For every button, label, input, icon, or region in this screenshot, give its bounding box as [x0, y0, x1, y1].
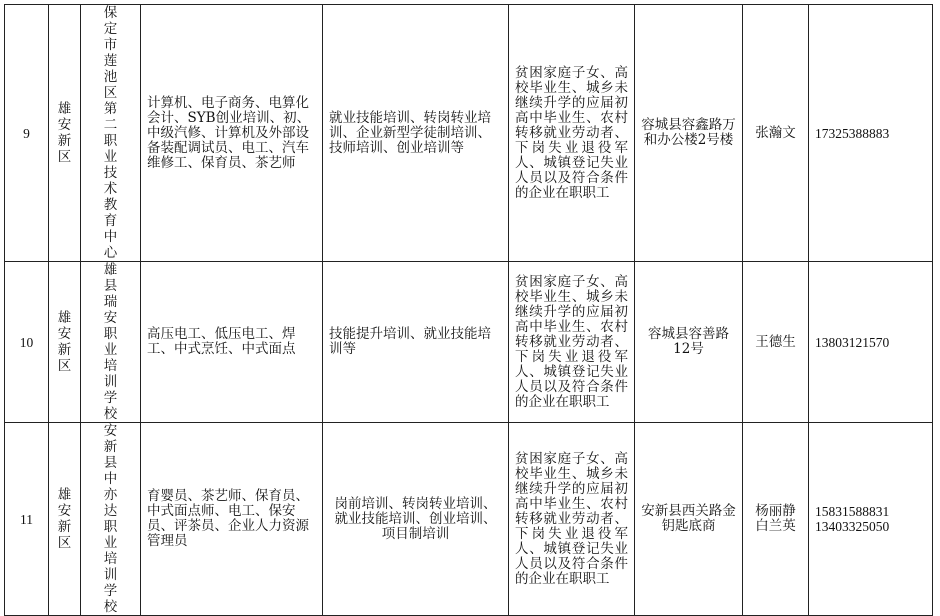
phone-number-secondary: 13403325050 — [815, 519, 890, 534]
region-cell: 雄安新区 — [49, 262, 81, 423]
training-majors: 育婴员、茶艺师、保育员、中式面点师、电工、保安员、评茶员、企业人力资源管理员 — [141, 423, 323, 616]
row-number: 10 — [5, 262, 49, 423]
address: 容城县容善路12号 — [635, 262, 743, 423]
institution-name: 安新县中亦达职业培训学校 — [81, 423, 141, 616]
training-types: 技能提升培训、就业技能培训等 — [323, 262, 509, 423]
phone-cell — [809, 5, 933, 262]
training-institutions-table — [4, 4, 933, 616]
target-groups: 贫困家庭子女、高校毕业生、城乡未继续升学的应届初高中毕业生、农村转移就业劳动者、下岗失业退役军人、城镇登记失业人员以及符合条件的企业在职职工 — [509, 423, 635, 616]
address: 安新县西关路金钥匙底商 — [635, 423, 743, 616]
phone-number: 15831588831 — [815, 504, 890, 519]
training-types: 就业技能培训、转岗转业培训、企业新型学徒制培训、技师培训、创业培训等 — [323, 5, 509, 262]
institution-name: 保定市莲池区第二职业技术教育中心 — [81, 5, 141, 262]
training-types: 岗前培训、转岗转业培训、就业技能培训、创业培训、项目制培训 — [323, 423, 509, 616]
training-majors: 计算机、电子商务、电算化会计、SYB创业培训、初、中级汽修、计算机及外部设备装配调试员、电工、汽车维修工、保育员、茶艺师 — [141, 5, 323, 262]
region-cell: 雄安新区 — [49, 5, 81, 262]
row-number: 9 — [5, 5, 49, 262]
target-groups: 贫困家庭子女、高校毕业生、城乡未继续升学的应届初高中毕业生、农村转移就业劳动者、下岗失业退役军人、城镇登记失业人员以及符合条件的企业在职职工 — [509, 5, 635, 262]
region-cell: 雄安新区 — [49, 423, 81, 616]
institution-name: 雄县瑞安职业培训学校 — [81, 262, 141, 423]
table-row — [5, 262, 933, 423]
address: 容城县容鑫路万和办公楼2号楼 — [635, 5, 743, 262]
phone-number: 17325388883 — [815, 125, 890, 141]
phone-number: 13803121570 — [815, 334, 890, 350]
contact-person: 张瀚文 — [743, 5, 809, 262]
row-number: 11 — [5, 423, 49, 616]
phone-cell — [809, 262, 933, 423]
table-row — [5, 423, 933, 616]
table-row — [5, 5, 933, 262]
contact-person: 王德生 — [743, 262, 809, 423]
training-majors: 高压电工、低压电工、焊工、中式烹饪、中式面点 — [141, 262, 323, 423]
contact-person: 杨丽静 白兰英 — [743, 423, 809, 616]
target-groups: 贫困家庭子女、高校毕业生、城乡未继续升学的应届初高中毕业生、农村转移就业劳动者、下岗失业退役军人、城镇登记失业人员以及符合条件的企业在职职工 — [509, 262, 635, 423]
phone-cell — [809, 423, 933, 616]
